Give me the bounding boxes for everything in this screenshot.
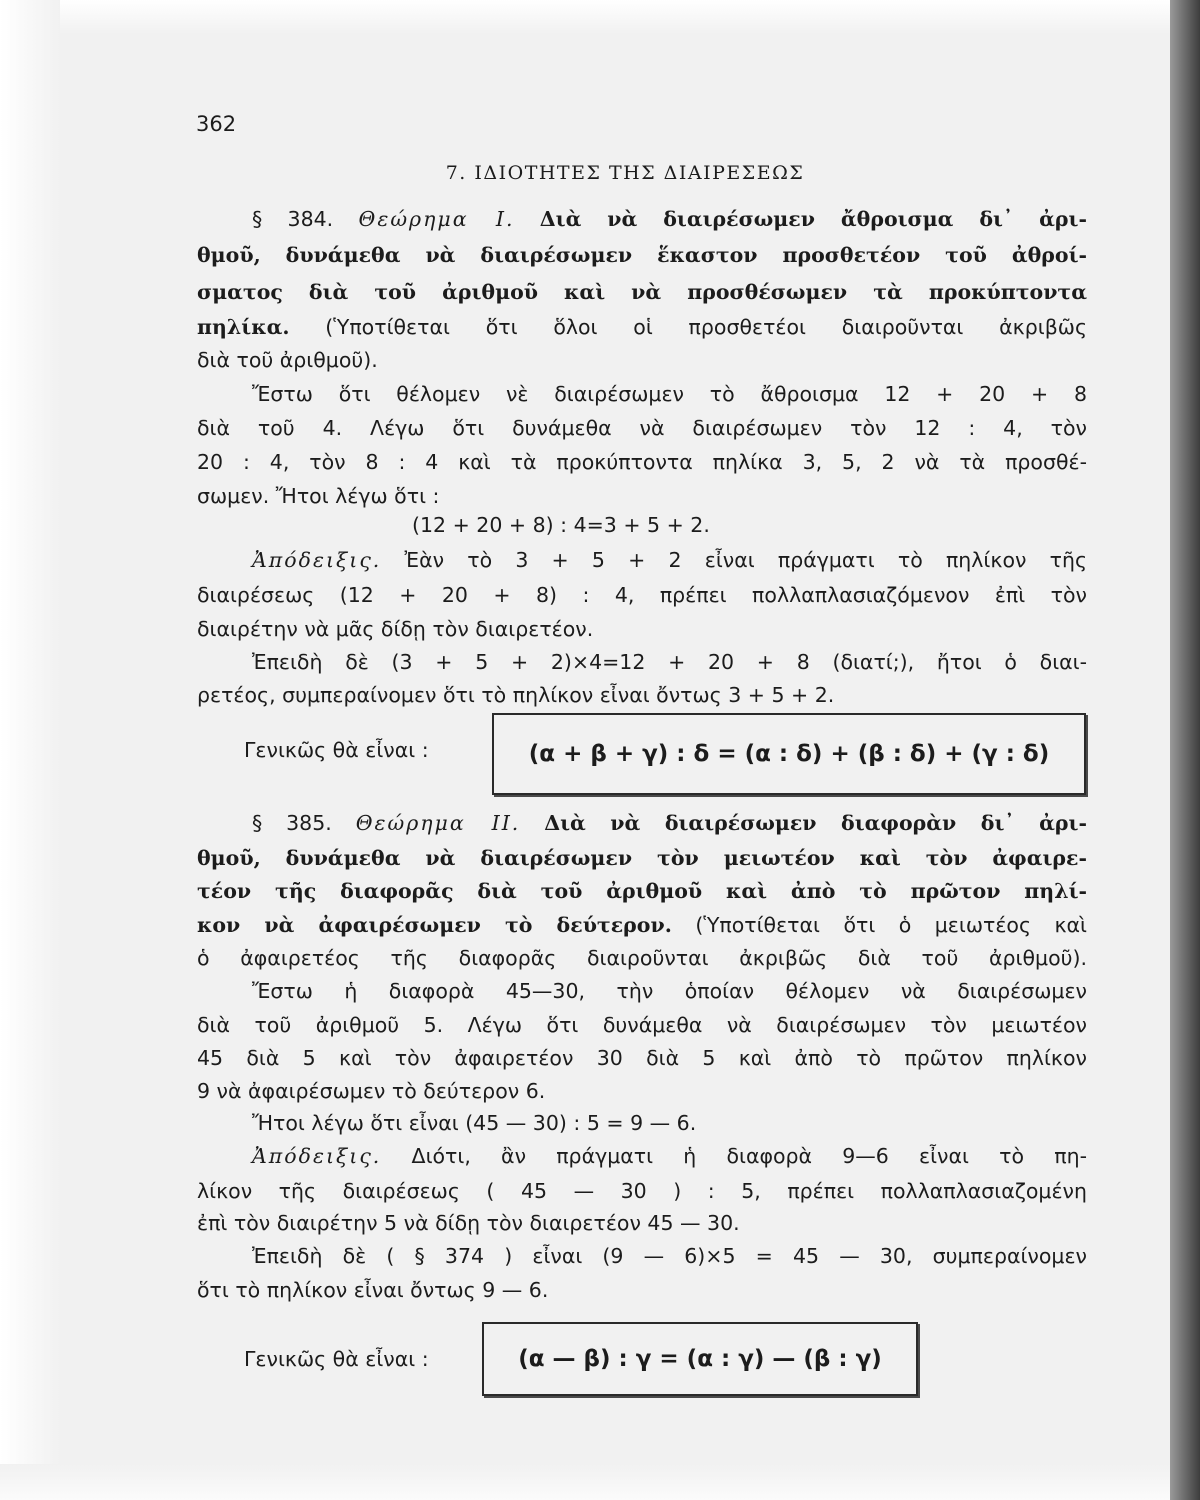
- theorem1-line-4: [197, 312, 1087, 342]
- theorem1-line-6: Ἔστω ὅτι θέλομεν νὲ διαιρέσωμεν τὸ ἄθροισμα 12 + 20 + 8: [252, 382, 1087, 406]
- theorem1-line-2: θμοῦ, δυνάμεθα νὰ διαιρέσωμεν ἕκαστον προσθετέον τοῦ ἀθροί-: [197, 243, 1087, 267]
- theorem1-assumption: (Ὑποτίθεται ὅτι ὅλοι οἱ προσθετέοι διαιροῦνται ἀκριβῶς: [325, 315, 1087, 339]
- theorem1-line-14: ρετέος, συμπεραίνομεν ὅτι τὸ πηλίκον εἶναι ὄντως 3 + 5 + 2.: [197, 683, 835, 707]
- theorem1-line-8: 20 : 4, τὸν 8 : 4 καὶ τὰ προκύπτοντα πηλίκα 3, 5, 2 νὰ τὰ προσθέ-: [197, 450, 1087, 474]
- section-heading: [0, 162, 1100, 184]
- theorem2-line-14: Ἐπειδὴ δὲ ( § 374 ) εἶναι (9 — 6)×5 = 45 — 30, συμπεραίνομεν: [252, 1244, 1087, 1268]
- theorem2-line-10: Ἤτοι λέγω ὅτι εἶναι (45 — 30) : 5 = 9 — 6.: [252, 1111, 697, 1135]
- theorem2-line-12: λίκον τῆς διαιρέσεως ( 45 — 30 ) : 5, πρέπει πολλαπλασιαζομένη: [197, 1179, 1087, 1203]
- theorem2-line-13: ἐπὶ τὸν διαιρέτην 5 νὰ δίδῃ τὸν διαιρετέον 45 — 30.: [197, 1211, 740, 1235]
- theorem1-general-formula-box: [492, 713, 1086, 795]
- page-number: 362: [196, 112, 237, 136]
- theorem2-line-11: [252, 1141, 1087, 1171]
- theorem1-statement-1: Διὰ νὰ διαιρέσωμεν ἄθροισμα δι᾽ ἀρι-: [539, 207, 1087, 231]
- theorem2-line-1: [252, 808, 1087, 838]
- theorem1-line-13: Ἐπειδὴ δὲ (3 + 5 + 2)×4=12 + 20 + 8 (διατί;), ἤτοι ὁ διαι-: [252, 650, 1087, 674]
- theorem2-assumption: (Ὑποτίθεται ὅτι ὁ μειωτέος καὶ: [695, 913, 1087, 937]
- theorem2-line-8: 45 διὰ 5 καὶ τὸν ἀφαιρετέον 30 διὰ 5 καὶ ἀπὸ τὸ πρῶτον πηλίκον: [197, 1046, 1087, 1070]
- theorem1-section-number: § 384.: [252, 207, 334, 231]
- theorem1-equation: (12 + 20 + 8) : 4=3 + 5 + 2.: [412, 513, 710, 537]
- theorem1-line-3: σματος διὰ τοῦ ἀριθμοῦ καὶ νὰ προσθέσωμεν τὰ προκύπτοντα: [197, 280, 1087, 304]
- theorem1-general-formula: (α + β + γ) : δ = (α : δ) + (β : δ) + (γ : δ): [528, 741, 1050, 767]
- theorem1-line-9: σωμεν. Ἤτοι λέγω ὅτι :: [197, 484, 440, 508]
- theorem1-line-12: διαιρέτην νὰ μᾶς δίδῃ τὸν διαιρετέον.: [197, 617, 594, 641]
- theorem1-line-1: [252, 204, 1087, 234]
- theorem2-statement-4: κον νὰ ἀφαιρέσωμεν τὸ δεύτερον.: [197, 913, 672, 937]
- section-heading-text: 7. ΙΔΙΟΤΗΤΕΣ ΤΗΣ ΔΙΑΙΡΕΣΕΩΣ: [445, 162, 805, 184]
- theorem2-line-15: ὅτι τὸ πηλίκον εἶναι ὄντως 9 — 6.: [197, 1278, 549, 1302]
- theorem2-proof-text: Διότι, ἂν πράγματι ἡ διαφορὰ 9—6 εἶναι τὸ πη-: [411, 1144, 1087, 1168]
- theorem2-line-4: [197, 910, 1087, 940]
- theorem2-proof-label: Ἀπόδειξις.: [252, 1144, 382, 1168]
- theorem2-line-5: ὁ ἀφαιρετέος τῆς διαφορᾶς διαιροῦνται ἀκριβῶς διὰ τοῦ ἀριθμοῦ).: [197, 946, 1087, 970]
- theorem2-statement-1: Διὰ νὰ διαιρέσωμεν διαφορὰν δι᾽ ἀρι-: [544, 811, 1087, 835]
- theorem1-general-label: Γενικῶς θὰ εἶναι :: [244, 738, 429, 762]
- theorem1-line-10: [252, 545, 1087, 575]
- theorem2-line-7: διὰ τοῦ ἀριθμοῦ 5. Λέγω ὅτι δυνάμεθα νὰ διαιρέσωμεν τὸν μειωτέον: [197, 1013, 1087, 1037]
- theorem2-general-label: Γενικῶς θὰ εἶναι :: [244, 1347, 429, 1371]
- theorem2-line-9: 9 νὰ ἀφαιρέσωμεν τὸ δεύτερον 6.: [197, 1079, 546, 1103]
- theorem2-line-3: τέον τῆς διαφορᾶς διὰ τοῦ ἀριθμοῦ καὶ ἀπὸ τὸ πρῶτον πηλί-: [197, 879, 1087, 903]
- theorem2-line-6: Ἔστω ἡ διαφορὰ 45—30, τὴν ὁποίαν θέλομεν νὰ διαιρέσωμεν: [252, 979, 1087, 1003]
- theorem2-general-formula: (α — β) : γ = (α : γ) — (β : γ): [518, 1346, 882, 1372]
- theorem1-line-5: διὰ τοῦ ἀριθμοῦ).: [197, 348, 378, 372]
- theorem2-general-formula-box: [482, 1322, 918, 1396]
- theorem2-line-2: θμοῦ, δυνάμεθα νὰ διαιρέσωμεν τὸν μειωτέον καὶ τὸν ἀφαιρε-: [197, 846, 1087, 870]
- theorem2-section-number: § 385.: [252, 811, 332, 835]
- theorem1-line-7: διὰ τοῦ 4. Λέγω ὅτι δυνάμεθα νὰ διαιρέσωμεν τὸν 12 : 4, τὸν: [197, 416, 1087, 440]
- theorem1-proof-text: Ἐὰν τὸ 3 + 5 + 2 εἶναι πράγματι τὸ πηλίκον τῆς: [404, 548, 1087, 572]
- theorem1-statement-4: πηλίκα.: [197, 315, 290, 339]
- theorem1-proof-label: Ἀπόδειξις.: [252, 548, 382, 572]
- theorem2-name: Θεώρημα ΙΙ.: [355, 811, 521, 835]
- theorem1-name: Θεώρημα Ι.: [358, 207, 515, 231]
- theorem1-line-11: διαιρέσεως (12 + 20 + 8) : 4, πρέπει πολλαπλασιαζόμενον ἐπὶ τὸν: [197, 583, 1087, 607]
